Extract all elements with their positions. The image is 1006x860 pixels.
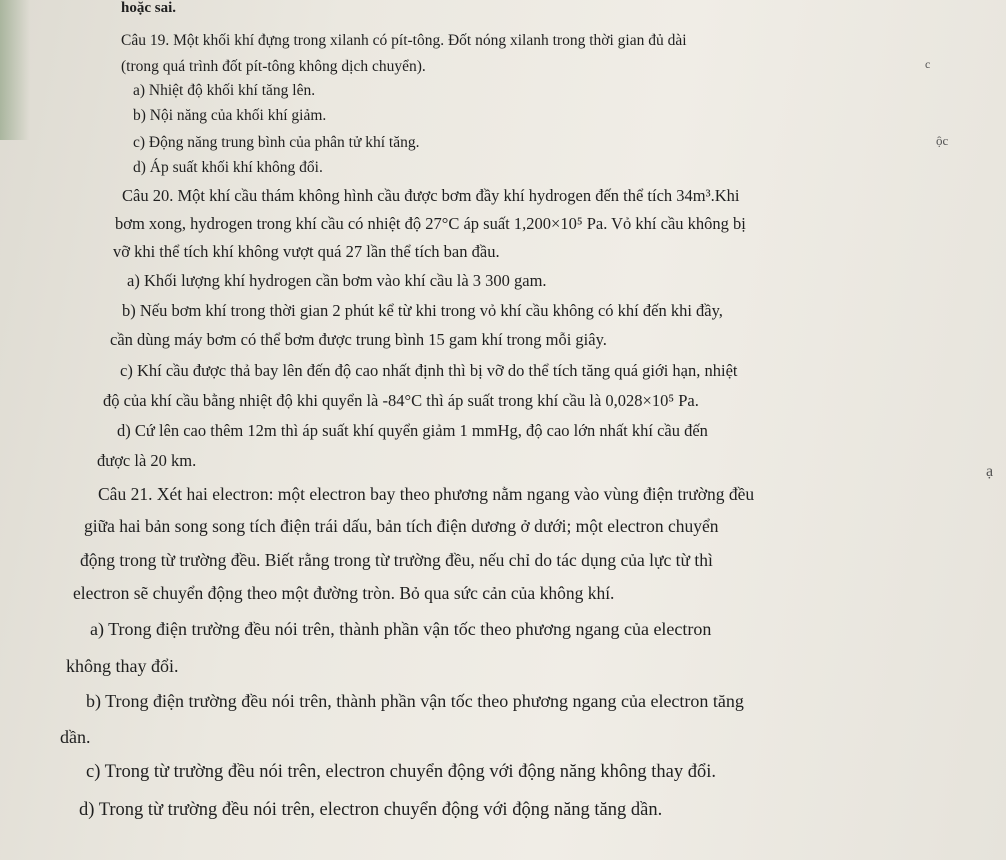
option-c: c) Khí cầu được thả bay lên đến độ cao nhất định thì bị vỡ do thể tích tăng quá giới hạn, nhiệt xyxy=(120,361,738,380)
option-b: b) Nội năng của khối khí giảm. xyxy=(133,107,327,124)
text-line: electron sẽ chuyển động theo một đường tròn. Bỏ qua sức cản của không khí. xyxy=(73,583,615,603)
text-line: động trong từ trường đều. Biết rằng trong từ trường đều, nếu chỉ do tác dụng của lực từ thì xyxy=(80,550,713,570)
text-line: giữa hai bản song song tích điện trái dấu, bản tích điện dương ở dưới; một electron chuyển xyxy=(84,516,719,536)
option-a: a) Trong điện trường đều nói trên, thành phần vận tốc theo phương ngang của electron xyxy=(90,619,712,639)
text-line: không thay đổi. xyxy=(66,656,179,676)
option-c: c) Trong từ trường đều nói trên, electron chuyển động với động năng không thay đổi. xyxy=(86,762,716,782)
question-19-heading: Câu 19. Một khối khí đựng trong xilanh có pít-tông. Đốt nóng xilanh trong thời gian đủ dài xyxy=(121,32,687,49)
text-line: cần dùng máy bơm có thể bơm được trung bình 15 gam khí trong mỗi giây. xyxy=(110,330,607,349)
margin-fragment: ạ xyxy=(986,463,994,480)
option-d: d) Cứ lên cao thêm 12m thì áp suất khí quyển giảm 1 mmHg, độ cao lớn nhất khí cầu đến xyxy=(117,421,708,440)
option-a: a) Khối lượng khí hydrogen cần bơm vào khí cầu là 3 300 gam. xyxy=(127,271,547,290)
margin-fragment: ộc xyxy=(936,133,949,148)
page-edge-shadow xyxy=(0,0,30,140)
margin-fragment: c xyxy=(925,57,931,71)
option-c: c) Động năng trung bình của phân tử khí tăng. xyxy=(133,134,420,151)
question-21-heading: Câu 21. Xét hai electron: một electron bay theo phương nằm ngang vào vùng điện trường đều xyxy=(98,484,755,504)
text-line: hoặc sai. xyxy=(121,0,177,16)
text-line: được là 20 km. xyxy=(97,451,197,470)
text-line: độ của khí cầu bằng nhiệt độ khi quyển là -84°C thì áp suất trong khí cầu là 0,028×10⁵ Pa. xyxy=(103,391,699,410)
text-line: vỡ khi thể tích khí không vượt quá 27 lần thể tích ban đầu. xyxy=(113,242,500,261)
option-b: b) Nếu bơm khí trong thời gian 2 phút kể từ khi trong vỏ khí cầu không có khí đến khi đầy, xyxy=(122,301,723,320)
text-line: dần. xyxy=(60,727,91,747)
question-20-heading: Câu 20. Một khí cầu thám không hình cầu được bơm đầy khí hydrogen đến thể tích 34m³.Khi xyxy=(122,186,740,205)
text-line: (trong quá trình đốt pít-tông không dịch chuyển). xyxy=(121,58,426,75)
text-line: bơm xong, hydrogen trong khí cầu có nhiệt độ 27°C áp suất 1,200×10⁵ Pa. Vỏ khí cầu không bị xyxy=(115,214,746,233)
option-a: a) Nhiệt độ khối khí tăng lên. xyxy=(133,82,316,99)
option-d: d) Trong từ trường đều nói trên, electron chuyển động với động năng tăng dần. xyxy=(79,800,663,820)
option-d: d) Áp suất khối khí không đổi. xyxy=(133,159,323,176)
option-b: b) Trong điện trường đều nói trên, thành phần vận tốc theo phương ngang của electron tăng xyxy=(86,691,744,711)
